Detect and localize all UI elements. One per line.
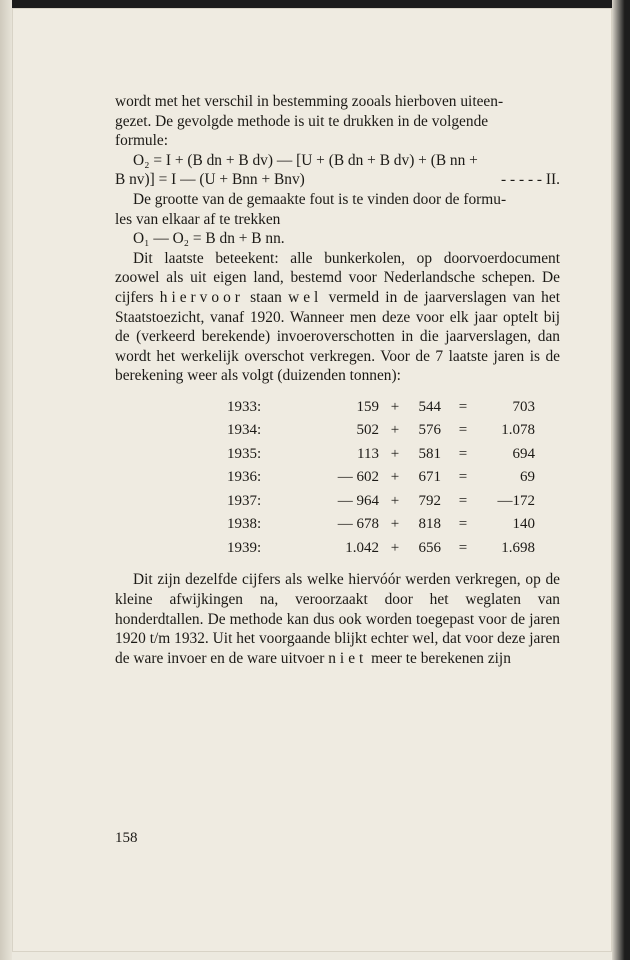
formula-line: O₂ = I + (B dn + B dv) — [U + (B dn + B dv) + (B nn + bbox=[133, 151, 478, 169]
table-cell-eq: = bbox=[458, 445, 468, 462]
table-cell-a: 113 bbox=[357, 445, 379, 462]
table-cell-year: 1939: bbox=[227, 539, 262, 556]
table-cell-r: 1.078 bbox=[501, 422, 535, 439]
formula-line-labelled bbox=[115, 170, 560, 190]
table-cell-eq: = bbox=[458, 516, 468, 533]
text-line: formule: bbox=[115, 132, 168, 150]
table-row bbox=[227, 443, 535, 467]
formula-line: O₁ — O₂ = B dn + B nn. bbox=[133, 230, 285, 248]
table-cell-r: 694 bbox=[512, 445, 535, 462]
table-cell-op: + bbox=[390, 469, 400, 486]
text-line: De grootte van de gemaakte fout is te vinden door de formu- bbox=[133, 190, 507, 208]
right-page-edge bbox=[612, 0, 630, 960]
body-text bbox=[115, 92, 560, 668]
table-cell-op: + bbox=[390, 516, 400, 533]
table-cell-a: 159 bbox=[356, 398, 379, 415]
table-cell-r: 140 bbox=[512, 516, 535, 533]
table-cell-a: — 602 bbox=[337, 469, 379, 486]
table-cell-b: 671 bbox=[418, 469, 441, 486]
table-cell-eq: = bbox=[458, 398, 468, 415]
table-cell-op: + bbox=[390, 422, 400, 439]
table-cell-a: 502 bbox=[356, 422, 379, 439]
table-cell-b: 818 bbox=[418, 516, 441, 533]
table-cell-a: 1.042 bbox=[345, 539, 379, 556]
spaced-emphasis: hiervoor bbox=[159, 288, 244, 306]
table-cell-r: —172 bbox=[497, 492, 535, 509]
paragraph bbox=[115, 249, 560, 386]
table-cell-b: 656 bbox=[418, 539, 441, 556]
table-cell-eq: = bbox=[458, 539, 468, 556]
table-row bbox=[227, 513, 535, 537]
text-span: Dit zijn dezelfde cijfers als welke hiervóór werden verkregen, op de kleine afwijkingen na, veroorzaakt door het weglaten van honderdtallen. De methode kan dus ook worden toegepast voor de jaren 1920 t/m 1932. Uit het voorgaande blijkt echter wel, dat voor deze jaren de ware invoer en de ware uitvoer bbox=[115, 571, 560, 667]
formula-label: - - - - - II. bbox=[501, 171, 560, 189]
table-cell-r: 69 bbox=[520, 469, 535, 486]
top-edge bbox=[0, 0, 630, 8]
table-cell-b: 576 bbox=[418, 422, 441, 439]
table-cell-r: 1.698 bbox=[501, 539, 535, 556]
table-cell-year: 1938: bbox=[227, 516, 262, 533]
paragraph bbox=[115, 570, 560, 668]
table-cell-year: 1936: bbox=[227, 469, 262, 486]
table-cell-a: — 964 bbox=[337, 492, 379, 509]
table-cell-eq: = bbox=[458, 469, 468, 486]
table-row bbox=[227, 466, 535, 490]
book-spine-edge bbox=[0, 0, 12, 960]
table-cell-b: 581 bbox=[418, 445, 441, 462]
data-table bbox=[227, 396, 535, 561]
formula-text: B nv)] = I — (U + Bnn + Bnv) bbox=[115, 171, 305, 189]
table-cell-op: + bbox=[390, 445, 400, 462]
table-cell-op: + bbox=[390, 398, 400, 415]
table-cell-year: 1934: bbox=[227, 422, 262, 439]
text-span: meer te berekenen zijn bbox=[367, 649, 511, 667]
table-cell-year: 1935: bbox=[227, 445, 262, 462]
text-line: les van elkaar af te trekken bbox=[115, 210, 281, 228]
text-span: vermeld in de jaarverslagen van het Staatstoezicht, vanaf 1920. Wanneer men deze voor elk jaar optelt bij de (verkeerd berekende) invoeroverschotten in die jaarverslagen, dan wordt het werkelijk overschot verkregen. Voor de 7 laatste jaren is de berekening weer als volgt (duizenden tonnen): bbox=[115, 288, 560, 385]
table-cell-op: + bbox=[390, 539, 400, 556]
text-span: staan bbox=[243, 288, 289, 306]
table-cell-year: 1937: bbox=[227, 492, 262, 509]
table-row bbox=[227, 419, 535, 443]
text-span: Dit laatste beteekent: alle bunkerkolen, op doorvoerdocument zoowel als uit eigen land, bestemd voor Nederlandsche schepen. De cijfers bbox=[115, 249, 560, 306]
table-row bbox=[227, 537, 535, 561]
table-cell-b: 792 bbox=[418, 492, 441, 509]
page-number: 158 bbox=[115, 830, 138, 846]
table-cell-eq: = bbox=[458, 492, 468, 509]
spaced-emphasis: wel bbox=[288, 288, 323, 306]
text-line: gezet. De gevolgde methode is uit te drukken in de volgende bbox=[115, 112, 489, 130]
table-row bbox=[227, 490, 535, 514]
table-cell-a: — 678 bbox=[337, 516, 379, 533]
spaced-emphasis: niet bbox=[328, 649, 368, 667]
table-cell-year: 1933: bbox=[227, 398, 262, 415]
table-cell-r: 703 bbox=[512, 398, 535, 415]
table-cell-eq: = bbox=[458, 422, 468, 439]
text-line: wordt met het verschil in bestemming zooals hierboven uiteen- bbox=[115, 93, 504, 110]
table-cell-b: 544 bbox=[418, 398, 441, 415]
table-row bbox=[227, 396, 535, 420]
table-cell-op: + bbox=[390, 492, 400, 509]
